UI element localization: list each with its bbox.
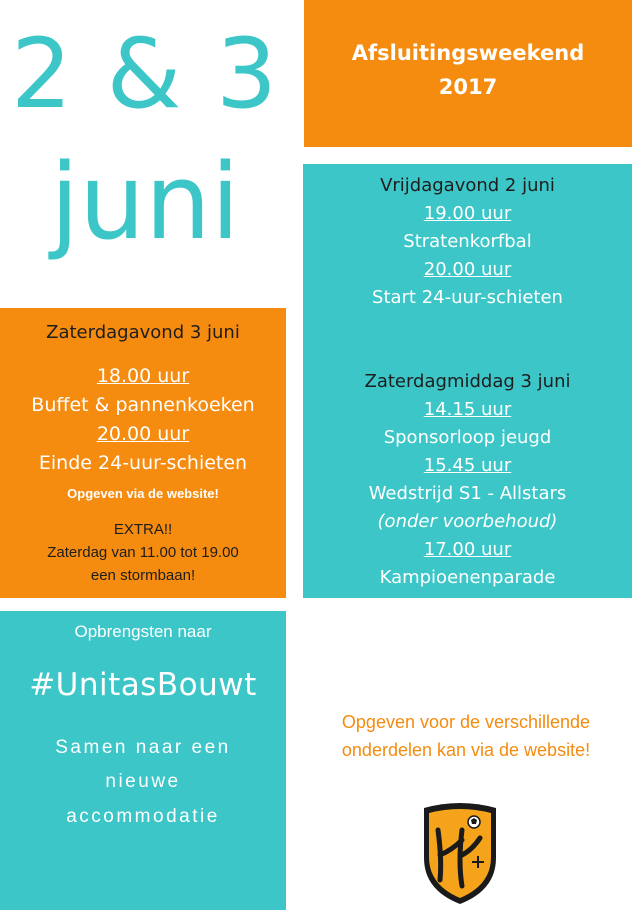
saturday-event-3: Kampioenenparade (379, 567, 556, 588)
club-crest-icon (418, 800, 502, 906)
evening-time-1: 18.00 uur (96, 365, 190, 387)
saturday-time-1: 14.15 uur (423, 399, 512, 420)
extra-line-1: Zaterdag van 11.00 tot 19.00 (47, 544, 239, 561)
saturday-time-2: 15.45 uur (423, 455, 512, 476)
saturday-event-2: Wedstrijd S1 - Allstars (368, 483, 567, 504)
friday-time-2: 20.00 uur (423, 259, 512, 280)
schedule-box (303, 164, 632, 598)
friday-event-2: Start 24-uur-schieten (372, 287, 563, 308)
saturday-event-2-note: (onder voorbehoud) (377, 511, 558, 532)
date-days: 2 & 3 (10, 18, 280, 130)
signup-note (300, 708, 632, 764)
extra-line-2: een stormbaan! (90, 567, 196, 584)
proceeds-intro: Opbrengsten naar (74, 622, 212, 641)
saturday-time-3: 17.00 uur (423, 539, 512, 560)
event-title: Afsluitingsweekend (351, 41, 585, 65)
signup-note-line-2: onderdelen kan via de website! (341, 740, 591, 760)
event-year: 2017 (438, 75, 498, 99)
date-month: juni (50, 141, 240, 263)
friday-event-1: Stratenkorfbal (403, 231, 532, 252)
proceeds-hashtag: #UnitasBouwt (29, 667, 257, 703)
proceeds-line-1: Samen naar een (55, 737, 231, 758)
proceeds-line-2: nieuwe (105, 771, 181, 792)
evening-event-1: Buffet & pannenkoeken (31, 394, 255, 416)
saturday-evening-heading: Zaterdagavond 3 juni (46, 322, 240, 343)
evening-event-2: Einde 24-uur-schieten (38, 452, 248, 474)
proceeds-box (0, 611, 286, 910)
event-title-box (304, 0, 632, 147)
saturday-afternoon-heading: Zaterdagmiddag 3 juni (364, 371, 571, 392)
friday-time-1: 19.00 uur (423, 203, 512, 224)
friday-heading: Vrijdagavond 2 juni (380, 175, 555, 196)
proceeds-line-3: accommodatie (66, 806, 220, 827)
evening-signup-text: Opgeven via de website! (67, 486, 219, 501)
evening-time-2: 20.00 uur (96, 423, 190, 445)
saturday-evening-box (0, 308, 286, 598)
saturday-event-1: Sponsorloop jeugd (383, 427, 552, 448)
extra-title: EXTRA!! (113, 521, 173, 538)
signup-note-line-1: Opgeven voor de verschillende (341, 712, 591, 732)
